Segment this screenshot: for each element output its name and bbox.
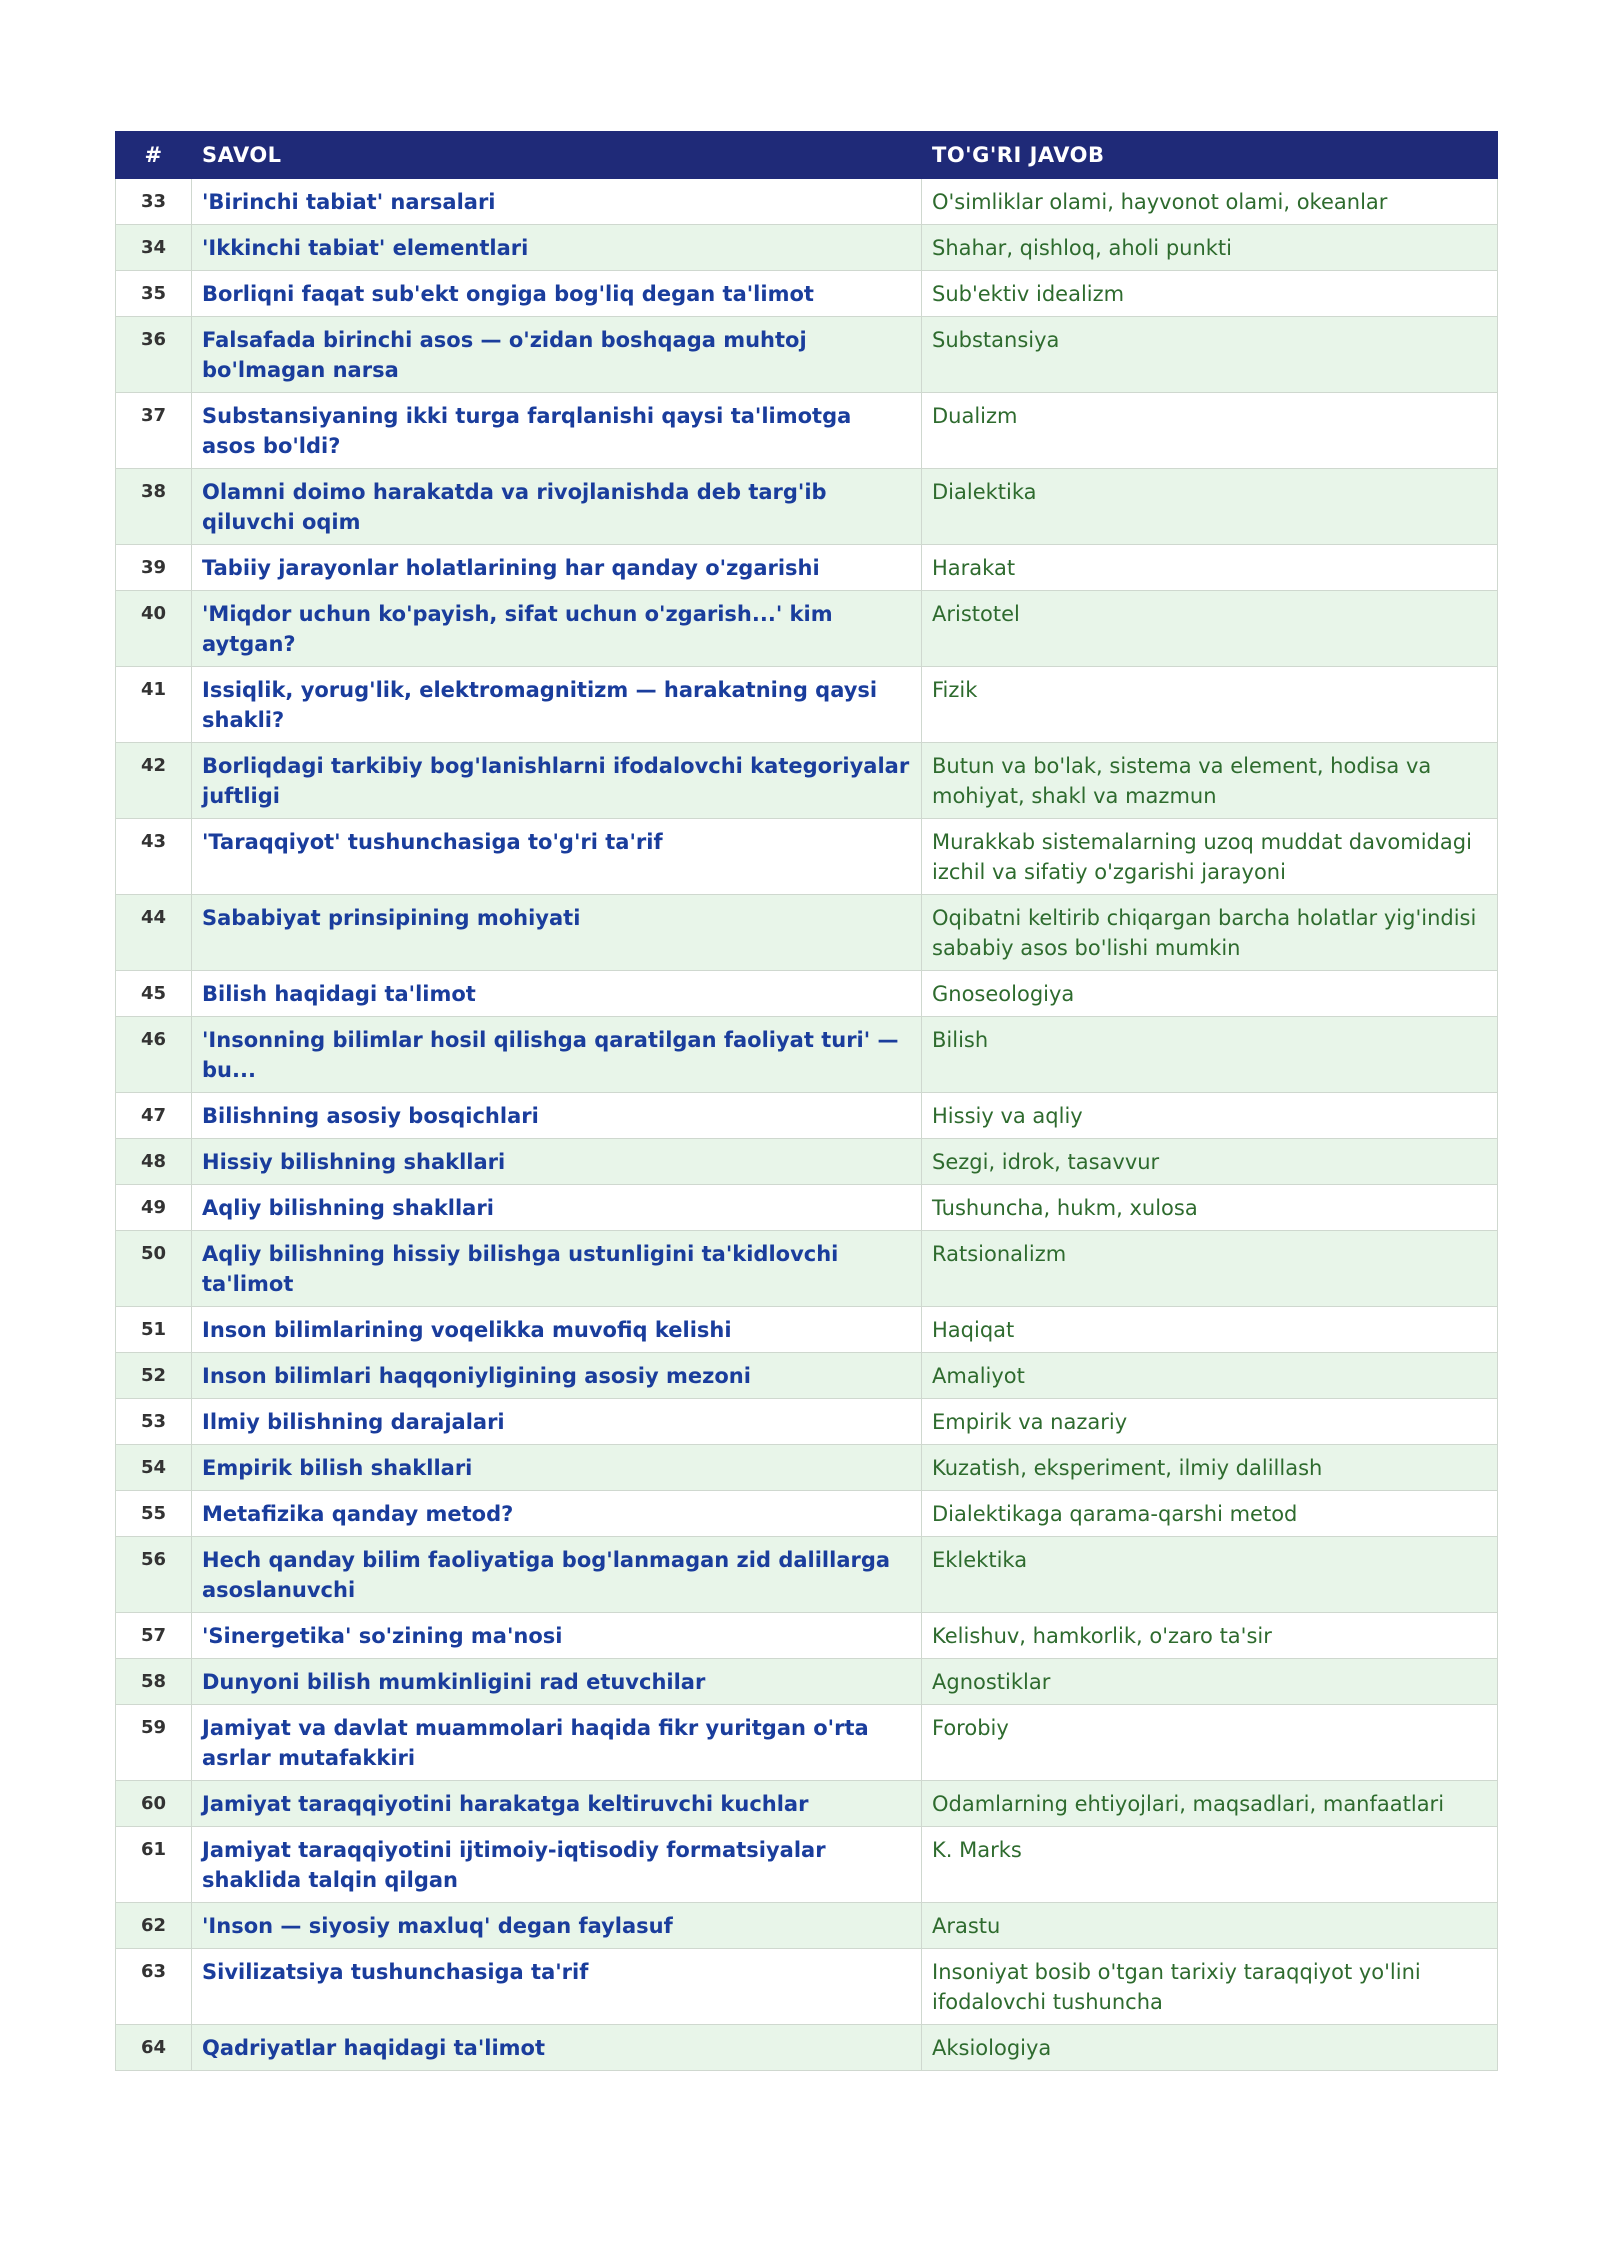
table-row xyxy=(116,1705,1498,1781)
question-cell: Qadriyatlar haqidagi ta'limot xyxy=(192,2025,922,2071)
row-number: 61 xyxy=(116,1827,192,1903)
table-row xyxy=(116,1185,1498,1231)
row-number: 52 xyxy=(116,1353,192,1399)
row-number: 59 xyxy=(116,1705,192,1781)
table-row xyxy=(116,1139,1498,1185)
question-cell: Jamiyat taraqqiyotini harakatga keltiruvchi kuchlar xyxy=(192,1781,922,1827)
question-cell: 'Ikkinchi tabiat' elementlari xyxy=(192,225,922,271)
table-body xyxy=(116,179,1498,2071)
row-number: 60 xyxy=(116,1781,192,1827)
question-cell: Issiqlik, yorug'lik, elektromagnitizm — harakatning qaysi shakli? xyxy=(192,667,922,743)
answer-cell: Substansiya xyxy=(922,317,1498,393)
question-cell: Bilish haqidagi ta'limot xyxy=(192,971,922,1017)
table-row xyxy=(116,1659,1498,1705)
table-row xyxy=(116,393,1498,469)
row-number: 50 xyxy=(116,1231,192,1307)
answer-cell: Butun va bo'lak, sistema va element, hodisa va mohiyat, shakl va mazmun xyxy=(922,743,1498,819)
question-cell: Bilishning asosiy bosqichlari xyxy=(192,1093,922,1139)
table-row xyxy=(116,895,1498,971)
row-number: 54 xyxy=(116,1445,192,1491)
question-cell: Ilmiy bilishning darajalari xyxy=(192,1399,922,1445)
answer-cell: Hissiy va aqliy xyxy=(922,1093,1498,1139)
question-cell: Borliqni faqat sub'ekt ongiga bog'liq degan ta'limot xyxy=(192,271,922,317)
table-row xyxy=(116,1445,1498,1491)
question-cell: Empirik bilish shakllari xyxy=(192,1445,922,1491)
table-row xyxy=(116,1949,1498,2025)
row-number: 44 xyxy=(116,895,192,971)
table-row xyxy=(116,225,1498,271)
answer-cell: Harakat xyxy=(922,545,1498,591)
qa-table xyxy=(115,131,1498,2071)
answer-cell: Agnostiklar xyxy=(922,1659,1498,1705)
answer-cell: Gnoseologiya xyxy=(922,971,1498,1017)
row-number: 46 xyxy=(116,1017,192,1093)
table-row xyxy=(116,2025,1498,2071)
answer-cell: Haqiqat xyxy=(922,1307,1498,1353)
answer-cell: Forobiy xyxy=(922,1705,1498,1781)
answer-cell: Aristotel xyxy=(922,591,1498,667)
header-answer: TO'G'RI JAVOB xyxy=(922,132,1498,179)
question-cell: Sivilizatsiya tushunchasiga ta'rif xyxy=(192,1949,922,2025)
row-number: 35 xyxy=(116,271,192,317)
question-cell: Hech qanday bilim faoliyatiga bog'lanmagan zid dalillarga asoslanuvchi xyxy=(192,1537,922,1613)
answer-cell: Dialektika xyxy=(922,469,1498,545)
question-cell: Sababiyat prinsipining mohiyati xyxy=(192,895,922,971)
answer-cell: Eklektika xyxy=(922,1537,1498,1613)
table-row xyxy=(116,1093,1498,1139)
table-row xyxy=(116,545,1498,591)
row-number: 41 xyxy=(116,667,192,743)
answer-cell: Murakkab sistemalarning uzoq muddat davomidagi izchil va sifatiy o'zgarishi jarayoni xyxy=(922,819,1498,895)
answer-cell: Shahar, qishloq, aholi punkti xyxy=(922,225,1498,271)
question-cell: 'Sinergetika' so'zining ma'nosi xyxy=(192,1613,922,1659)
table-row xyxy=(116,1231,1498,1307)
table-row xyxy=(116,1781,1498,1827)
answer-cell: K. Marks xyxy=(922,1827,1498,1903)
header-question: SAVOL xyxy=(192,132,922,179)
question-cell: 'Birinchi tabiat' narsalari xyxy=(192,179,922,225)
question-cell: 'Taraqqiyot' tushunchasiga to'g'ri ta'rif xyxy=(192,819,922,895)
row-number: 58 xyxy=(116,1659,192,1705)
row-number: 43 xyxy=(116,819,192,895)
row-number: 56 xyxy=(116,1537,192,1613)
table-row xyxy=(116,1307,1498,1353)
table-row xyxy=(116,317,1498,393)
answer-cell: Kuzatish, eksperiment, ilmiy dalillash xyxy=(922,1445,1498,1491)
answer-cell: Sezgi, idrok, tasavvur xyxy=(922,1139,1498,1185)
row-number: 49 xyxy=(116,1185,192,1231)
question-cell: Aqliy bilishning hissiy bilishga ustunligini ta'kidlovchi ta'limot xyxy=(192,1231,922,1307)
row-number: 36 xyxy=(116,317,192,393)
table-row xyxy=(116,469,1498,545)
table-row xyxy=(116,1613,1498,1659)
header-number: # xyxy=(116,132,192,179)
table-row xyxy=(116,667,1498,743)
row-number: 34 xyxy=(116,225,192,271)
table-row xyxy=(116,591,1498,667)
answer-cell: O'simliklar olami, hayvonot olami, okeanlar xyxy=(922,179,1498,225)
answer-cell: Dualizm xyxy=(922,393,1498,469)
table-row xyxy=(116,819,1498,895)
answer-cell: Bilish xyxy=(922,1017,1498,1093)
table-row xyxy=(116,1353,1498,1399)
table-row xyxy=(116,1903,1498,1949)
question-cell: Inson bilimlari haqqoniyligining asosiy mezoni xyxy=(192,1353,922,1399)
row-number: 45 xyxy=(116,971,192,1017)
table-row xyxy=(116,743,1498,819)
row-number: 51 xyxy=(116,1307,192,1353)
answer-cell: Ratsionalizm xyxy=(922,1231,1498,1307)
answer-cell: Sub'ektiv idealizm xyxy=(922,271,1498,317)
table-row xyxy=(116,1827,1498,1903)
answer-cell: Dialektikaga qarama-qarshi metod xyxy=(922,1491,1498,1537)
table-row xyxy=(116,271,1498,317)
question-cell: 'Insonning bilimlar hosil qilishga qaratilgan faoliyat turi' — bu... xyxy=(192,1017,922,1093)
table-row xyxy=(116,179,1498,225)
row-number: 57 xyxy=(116,1613,192,1659)
row-number: 62 xyxy=(116,1903,192,1949)
table-row xyxy=(116,1399,1498,1445)
table-header-row xyxy=(116,132,1498,179)
question-cell: Aqliy bilishning shakllari xyxy=(192,1185,922,1231)
question-cell: 'Miqdor uchun ko'payish, sifat uchun o'zgarish...' kim aytgan? xyxy=(192,591,922,667)
answer-cell: Arastu xyxy=(922,1903,1498,1949)
question-cell: Dunyoni bilish mumkinligini rad etuvchilar xyxy=(192,1659,922,1705)
row-number: 55 xyxy=(116,1491,192,1537)
question-cell: Jamiyat va davlat muammolari haqida fikr yuritgan o'rta asrlar mutafakkiri xyxy=(192,1705,922,1781)
answer-cell: Oqibatni keltirib chiqargan barcha holatlar yig'indisi sababiy asos bo'lishi mumkin xyxy=(922,895,1498,971)
question-cell: Substansiyaning ikki turga farqlanishi qaysi ta'limotga asos bo'ldi? xyxy=(192,393,922,469)
question-cell: Falsafada birinchi asos — o'zidan boshqaga muhtoj bo'lmagan narsa xyxy=(192,317,922,393)
question-cell: Olamni doimo harakatda va rivojlanishda deb targ'ib qiluvchi oqim xyxy=(192,469,922,545)
answer-cell: Odamlarning ehtiyojlari, maqsadlari, manfaatlari xyxy=(922,1781,1498,1827)
question-cell: Metafizika qanday metod? xyxy=(192,1491,922,1537)
question-cell: Hissiy bilishning shakllari xyxy=(192,1139,922,1185)
question-cell: Jamiyat taraqqiyotini ijtimoiy-iqtisodiy formatsiyalar shaklida talqin qilgan xyxy=(192,1827,922,1903)
row-number: 63 xyxy=(116,1949,192,2025)
table-row xyxy=(116,1537,1498,1613)
row-number: 38 xyxy=(116,469,192,545)
question-cell: Tabiiy jarayonlar holatlarining har qanday o'zgarishi xyxy=(192,545,922,591)
row-number: 40 xyxy=(116,591,192,667)
row-number: 53 xyxy=(116,1399,192,1445)
question-cell: Borliqdagi tarkibiy bog'lanishlarni ifodalovchi kategoriyalar juftligi xyxy=(192,743,922,819)
answer-cell: Fizik xyxy=(922,667,1498,743)
row-number: 37 xyxy=(116,393,192,469)
answer-cell: Empirik va nazariy xyxy=(922,1399,1498,1445)
answer-cell: Amaliyot xyxy=(922,1353,1498,1399)
row-number: 47 xyxy=(116,1093,192,1139)
row-number: 39 xyxy=(116,545,192,591)
answer-cell: Insoniyat bosib o'tgan tarixiy taraqqiyot yo'lini ifodalovchi tushuncha xyxy=(922,1949,1498,2025)
question-cell: 'Inson — siyosiy maxluq' degan faylasuf xyxy=(192,1903,922,1949)
answer-cell: Kelishuv, hamkorlik, o'zaro ta'sir xyxy=(922,1613,1498,1659)
question-cell: Inson bilimlarining voqelikka muvofiq kelishi xyxy=(192,1307,922,1353)
row-number: 33 xyxy=(116,179,192,225)
table-row xyxy=(116,971,1498,1017)
row-number: 42 xyxy=(116,743,192,819)
row-number: 48 xyxy=(116,1139,192,1185)
table-row xyxy=(116,1491,1498,1537)
answer-cell: Tushuncha, hukm, xulosa xyxy=(922,1185,1498,1231)
answer-cell: Aksiologiya xyxy=(922,2025,1498,2071)
table-row xyxy=(116,1017,1498,1093)
row-number: 64 xyxy=(116,2025,192,2071)
